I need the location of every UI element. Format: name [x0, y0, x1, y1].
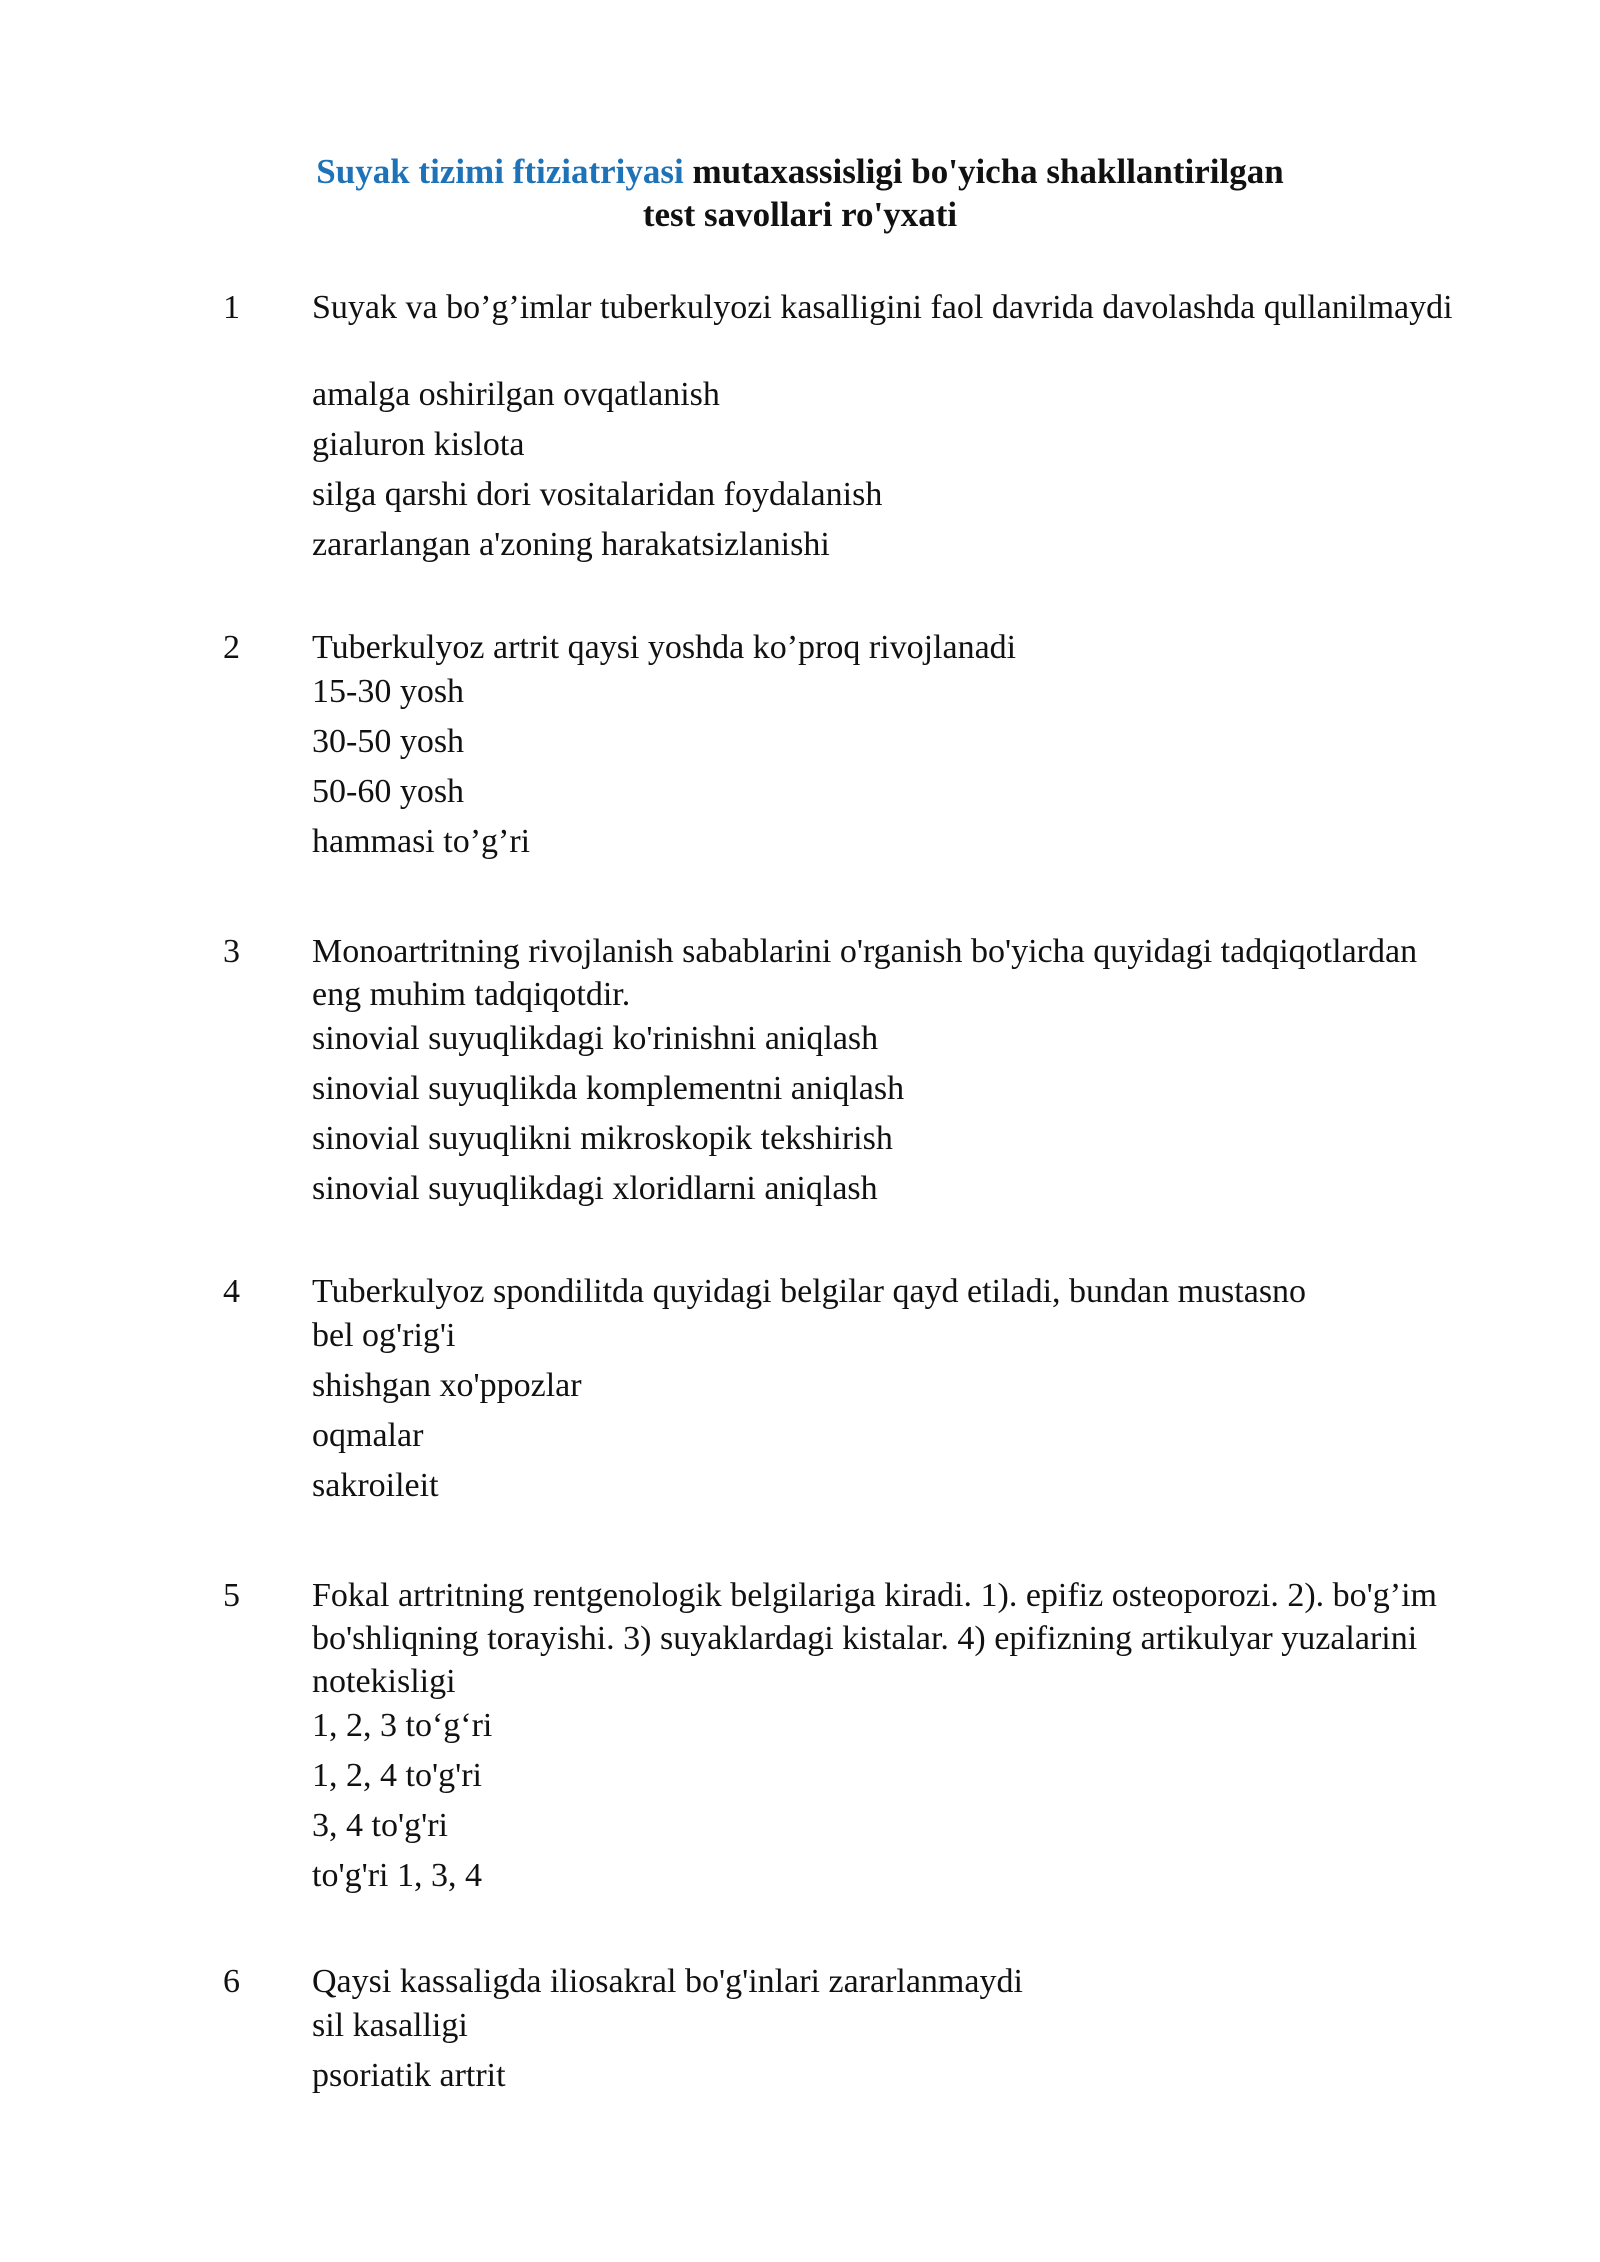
answer-option: sinovial suyuqlikdagi ko'rinishni aniqlash [312, 1020, 879, 1057]
answer-option: sakroileit [312, 1467, 439, 1504]
question-number: 4 [223, 1273, 240, 1310]
answer-option: sinovial suyuqlikda komplementni aniqlash [312, 1070, 905, 1107]
answer-option: oqmalar [312, 1417, 424, 1454]
answer-option: 1, 2, 4 to'g'ri [312, 1757, 482, 1794]
answer-option: amalga oshirilgan ovqatlanish [312, 376, 720, 413]
answer-option: 1, 2, 3 to‘g‘ri [312, 1707, 493, 1744]
answer-option: zararlangan a'zoning harakatsizlanishi [312, 526, 830, 563]
question-options [312, 2001, 1462, 2101]
answer-option: sil kasalligi [312, 2007, 468, 2044]
document-title [0, 150, 1600, 236]
question-number: 3 [223, 933, 240, 970]
question-options [312, 1311, 1462, 1511]
question-number: 2 [223, 629, 240, 666]
answer-option: psoriatik artrit [312, 2057, 506, 2094]
answer-option: shishgan xo'ppozlar [312, 1367, 582, 1404]
answer-option: gialuron kislota [312, 426, 525, 463]
answer-option: 15-30 yosh [312, 673, 465, 710]
title-line-2: test savollari ro'yxati [642, 195, 958, 234]
question-options [312, 370, 1462, 570]
title-highlight: Suyak tizimi ftiziatriyasi [316, 152, 684, 191]
answer-option: silga qarshi dori vositalaridan foydalanish [312, 476, 883, 513]
question-options [312, 667, 1462, 867]
question-number: 5 [223, 1577, 240, 1614]
answer-option: 3, 4 to'g'ri [312, 1807, 448, 1844]
answer-option: 50-60 yosh [312, 773, 465, 810]
question-number: 6 [223, 1963, 240, 2000]
question-options [312, 1014, 1462, 1214]
answer-option: sinovial suyuqlikdagi xloridlarni aniqlash [312, 1170, 878, 1207]
question-number: 1 [223, 289, 240, 326]
question-options [312, 1701, 1462, 1901]
answer-option: hammasi to’g’ri [312, 823, 531, 860]
title-rest: mutaxassisligi bo'yicha shakllantirilgan [683, 152, 1284, 191]
question-text: Monoartritning rivojlanish sabablarini o'rganish bo'yicha quyidagi tadqiqotlardan eng muhim tadqiqotdir. [312, 933, 1418, 1013]
question-text: Tuberkulyoz spondilitda quyidagi belgilar qayd etiladi, bundan mustasno [312, 1273, 1307, 1310]
question-text: Fokal artritning rentgenologik belgilariga kiradi. 1). epifiz osteoporozi. 2). bo'g’im bo'shliqning torayishi. 3) suyaklardagi kistalar. 4) epifizning artikulyar yuzalarini notekisligi [312, 1577, 1438, 1700]
answer-option: sinovial suyuqlikni mikroskopik tekshirish [312, 1120, 893, 1157]
question-text: Qaysi kassaligda iliosakral bo'g'inlari zararlanmaydi [312, 1963, 1023, 2000]
question-text: Tuberkulyoz artrit qaysi yoshda ko’proq rivojlanadi [312, 629, 1017, 666]
title-line-1 [0, 150, 1600, 193]
answer-option: to'g'ri 1, 3, 4 [312, 1857, 482, 1894]
question-text: Suyak va bo’g’imlar tuberkulyozi kasalligini faol davrida davolashda qullanilmaydi [312, 289, 1453, 326]
answer-option: bel og'rig'i [312, 1317, 456, 1354]
answer-option: 30-50 yosh [312, 723, 465, 760]
